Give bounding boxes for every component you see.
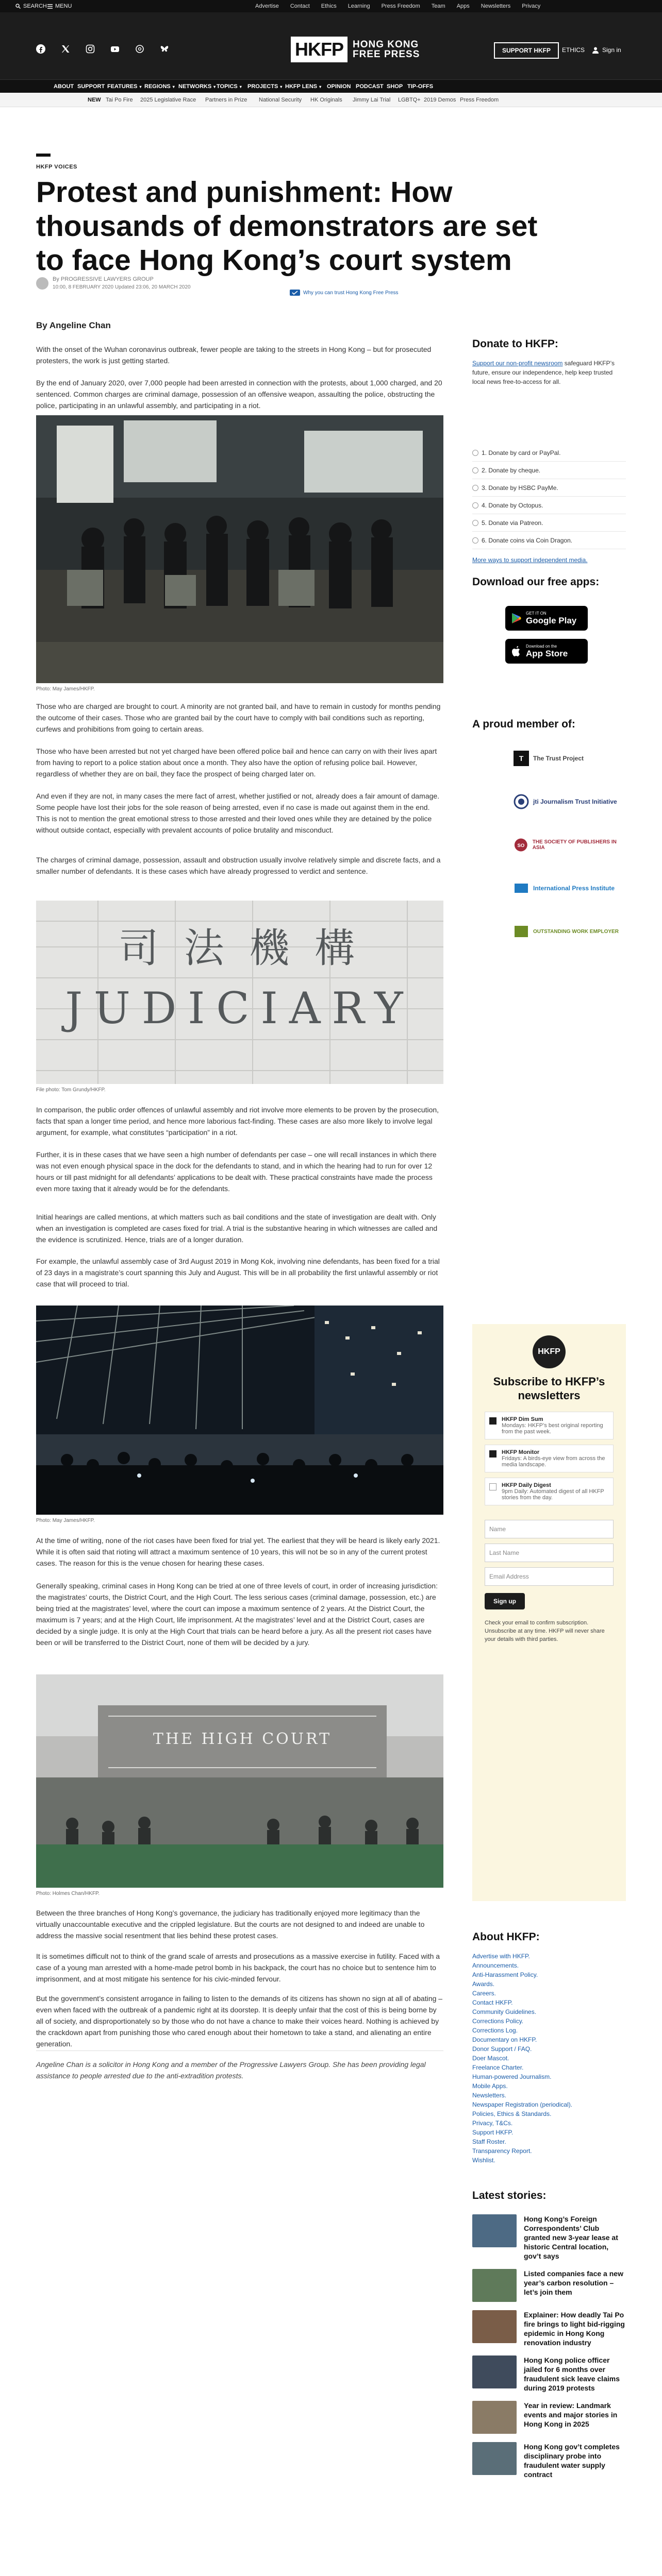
apple-icon — [511, 646, 522, 657]
facebook-icon[interactable] — [36, 44, 45, 54]
story-thumbnail — [472, 2310, 517, 2343]
donate-intro-link[interactable]: Support our non-profit newsroom — [472, 360, 563, 367]
util-link-advertise[interactable]: Advertise — [255, 3, 279, 9]
member-title: A proud member of: — [472, 718, 575, 730]
story-title: Hong Kong’s Foreign Correspondents’ Club granted new 3-year lease at historic Central location, gov’t says — [524, 2215, 618, 2260]
paragraph: In comparison, the public order offences of unlawful assembly and riot involve more elements to be proven by the prosecution, facts that span a longer time period, and hence more laborious fact-finding. These cases are also more likely to involve legal argument, for example, what constitutes “participation” in a riot. — [36, 1106, 439, 1137]
store-big-text: App Store — [526, 648, 568, 658]
donate-option-label: 6. Donate coins via Coin Dragon. — [482, 536, 573, 544]
donate-more-link[interactable]: More ways to support independent media. — [472, 556, 588, 564]
about-link[interactable]: Anti-Harassment Policy. — [472, 1971, 538, 1978]
trending-link[interactable]: Tai Po Fire — [106, 97, 133, 103]
donate-option-payme[interactable] — [472, 479, 626, 497]
logo-text — [353, 40, 420, 59]
paragraph: But the government’s consistent arrogance in failing to listen to the demands of its citizens has shown no sign at all of abating – even when faced with the outbreak of a pandemic right at its doorstep. It is deeply unfair that the cost of this is being borne by all of society, and disproportionately so by those who do not have a chance to make their voices heard. Nothing is achieved by the crackdown apart from punishing those who cared enough about their hometown to take a stand, and alienating an entire generation. — [36, 1994, 443, 2048]
donate-option-label: 2. Donate by cheque. — [482, 466, 541, 474]
chevron-down-icon: ▾ — [139, 84, 142, 89]
avatar — [36, 277, 48, 290]
util-link-team[interactable]: Team — [431, 3, 445, 9]
util-link-press-freedom[interactable]: Press Freedom — [381, 3, 420, 9]
article-category[interactable]: HKFP VOICES — [36, 164, 77, 170]
byline[interactable]: By PROGRESSIVE LAWYERS GROUP — [53, 276, 154, 282]
app-store-button[interactable] — [505, 639, 588, 664]
about-link[interactable]: Human-powered Journalism. — [472, 2073, 552, 2080]
chevron-down-icon: ▾ — [280, 84, 283, 89]
protest-photo — [36, 415, 443, 683]
latest-title: Latest stories: — [472, 2190, 547, 2201]
about-link[interactable]: Transparency Report. — [472, 2147, 532, 2155]
paragraph: And even if they are not, in many cases the mere fact of arrest, whether justified or not, already does a fair amount of damage. Some people have lost their jobs for the sole reason of being arrested, even if no case is made out against them in the end. This is not to mention the great emotional stress to those arrested and their loved ones while they are detained by the police without outside contact, especially with prevalent accounts of police brutality and misconduct. — [36, 792, 440, 834]
trust-project-logo — [514, 751, 529, 766]
nav-podcast[interactable] — [356, 83, 384, 90]
nav-label: SHOP — [387, 83, 403, 90]
search-label: SEARCH — [23, 3, 47, 9]
about-link[interactable]: Careers. — [472, 1990, 496, 1997]
story-thumbnail — [472, 2442, 517, 2475]
support-hkfp-button[interactable]: SUPPORT HKFP — [494, 42, 559, 59]
newsletter-option-digest[interactable] — [485, 1478, 614, 1505]
donate-options — [472, 444, 626, 549]
newsletter-note: Check your email to confirm subscription. Unsubscribe at any time. HKFP will never share your details with third parties. — [485, 1620, 605, 1642]
judiciary-sign-english: JUDICIARY — [65, 983, 415, 1033]
trust-badge-icon — [290, 290, 300, 296]
checkbox-icon — [489, 1483, 496, 1490]
chevron-down-icon: ▾ — [319, 84, 322, 89]
author-line: By Angeline Chan — [36, 320, 111, 330]
partner-list — [514, 746, 626, 944]
partner-sopa[interactable] — [514, 833, 626, 857]
radio-icon — [472, 485, 478, 491]
newsletter-option-desc: Fridays: A birds-eye view from across the media landscape. — [502, 1455, 605, 1468]
paragraph: At the time of writing, none of the riot cases have been fixed for trial yet. The earliest that they will be heard is likely early 2021. While it is often said that rioting will attract a maximum sentence of 10 years, this will not be so in any of the current protest cases. The reason for this is the venue chosen for hearing these cases. — [36, 1536, 440, 1567]
about-link[interactable]: Contact HKFP. — [472, 1999, 513, 2006]
story-thumbnail — [472, 2401, 517, 2434]
story-thumbnail — [472, 2214, 517, 2247]
about-widget — [472, 1931, 626, 2165]
paragraph: Generally speaking, criminal cases in Hong Kong can be tried at one of three levels of court, in order of increasing jurisdiction: the magistrates’ courts, the District Court, and the High Court. The less serious cases (criminal damage, possession, etc.) are being tried at the magistrates’ level, where the court can impose a maximum sentence of 2 years. At the District Court, the maximum is 7 years; and at the High Court, life imprisonment. At the magistrates’ level and at the District Court, cases are decided by a single judge. It is only at the High Court that trials can be heard before a jury. As all the present riot cases have been or will be transferred to the District Court, none of them will be decided by a jury. — [36, 1582, 438, 1647]
author-bio: Angeline Chan is a solicitor in Hong Kong and a member of the Progressive Lawyers Group. She has been providing legal assistance to people arrested due to the anti-extradition protests. — [36, 2060, 426, 2080]
trending-link[interactable]: HK Originals — [310, 97, 342, 103]
nav-label: TIP-OFFS — [407, 83, 434, 90]
nav-tip-offs[interactable] — [407, 83, 433, 90]
story-thumbnail — [472, 2355, 517, 2388]
donate-option-label: 5. Donate via Patreon. — [482, 519, 543, 527]
new-badge: NEW — [88, 97, 101, 103]
donate-widget — [472, 338, 626, 564]
util-link-privacy[interactable]: Privacy — [522, 3, 541, 9]
paragraph: Initial hearings are called mentions, at which matters such as bail conditions and the state of investigation are dealt with. Only when an investigation is completed are cases fixed for trial. A trial is the substantive hearing in which witnesses are called and the evidence is scrutinized. Hence, trials are of a longer duration. — [36, 1213, 438, 1244]
night-crowd-photo — [36, 1306, 443, 1515]
paragraph: Those who are charged are brought to court. A minority are not granted bail, and have to remain in custody for months pending the outcome of their cases. Those who are granted bail by the court have to comply with bail conditions such as reporting, curfews and prohibitions from going to certain areas. — [36, 702, 441, 733]
trending-link[interactable]: Jimmy Lai Trial — [353, 97, 391, 103]
paragraph: It is sometimes difficult not to think of the grand scale of arrests and prosecutions as a massive exercise in futility. Faced with a case of a young man arrested with a home-made petrol bomb in his backpack, the court has no choice but to sentence him to imprisonment, and at most mitigate his sentence for his civic-minded fervour. — [36, 1952, 440, 1983]
about-link[interactable]: Donor Support / FAQ. — [472, 2045, 532, 2053]
newsletter-title: Subscribe to HKFP’s newsletters — [493, 1375, 605, 1402]
donate-intro — [472, 359, 626, 386]
newsletter-options — [472, 1412, 626, 1505]
trending-link[interactable]: 2019 Demos — [424, 97, 456, 103]
login-link[interactable] — [592, 46, 621, 54]
latest-stories-widget — [472, 2190, 626, 2487]
partner-ipi[interactable] — [514, 876, 626, 901]
radio-icon — [472, 502, 478, 509]
checkbox-icon — [489, 1450, 496, 1458]
about-link[interactable]: Newsletters. — [472, 2092, 507, 2099]
logo-line-2: FREE PRESS — [353, 49, 420, 60]
radio-icon — [472, 450, 478, 456]
paragraph: With the onset of the Wuhan coronavirus outbreak, fewer people are taking to the streets in Hong Kong – but for prosecuted protesters, the work is just getting started. — [36, 345, 432, 365]
partner-name: OUTSTANDING WORK EMPLOYER — [533, 928, 619, 935]
photo-caption: Photo: Holmes Chan/HKFP. — [36, 1891, 100, 1896]
util-link-contact[interactable]: Contact — [290, 3, 310, 9]
partner-name: International Press Institute — [533, 885, 615, 892]
radio-icon — [472, 520, 478, 526]
util-link-learning[interactable]: Learning — [347, 3, 370, 9]
site-header — [0, 12, 662, 79]
nav-networks[interactable] — [178, 83, 216, 90]
radio-icon — [472, 467, 478, 473]
donate-option-label: 4. Donate by Octopus. — [482, 501, 543, 509]
sign-up-button[interactable]: Sign up — [485, 1593, 525, 1609]
about-link[interactable]: Awards. — [472, 1980, 495, 1988]
latest-list — [472, 2214, 626, 2479]
bio-divider — [36, 2050, 443, 2051]
nav-label: PODCAST — [356, 83, 384, 90]
about-link[interactable]: Support HKFP. — [472, 2129, 514, 2136]
apps-title: Download our free apps: — [472, 576, 600, 588]
judiciary-photo — [36, 901, 443, 1084]
radio-icon — [472, 537, 478, 544]
nav-label: NETWORKS — [178, 83, 212, 90]
donate-option-coins[interactable] — [472, 532, 626, 549]
judiciary-sign-chinese: 司 法 機 構 — [118, 925, 361, 972]
nav-hkfp-lens[interactable] — [285, 83, 321, 90]
svg-text:T: T — [519, 754, 524, 762]
about-link[interactable]: Corrections Policy. — [472, 2018, 524, 2025]
nav-about[interactable] — [54, 83, 74, 90]
last-name-input[interactable]: Last Name — [485, 1544, 614, 1562]
nav-topics[interactable] — [217, 83, 242, 90]
ethics-label: ETHICS — [562, 46, 585, 54]
x-icon[interactable] — [61, 44, 70, 54]
nav-label: SUPPORT — [77, 83, 105, 90]
latest-story[interactable] — [472, 2442, 626, 2479]
story-title: Listed companies face a new year’s carbon resolution – let’s join them — [524, 2269, 623, 2296]
nav-support[interactable] — [77, 83, 105, 90]
site-logo[interactable] — [291, 37, 420, 62]
trust-link[interactable] — [290, 290, 399, 296]
about-list — [472, 1952, 626, 2165]
paragraph: By the end of January 2020, over 7,000 people had been arrested in connection with the protests, about 1,000 charged, and 20 sentenced. Common charges are criminal damage, possession of an offensive weapon, assaulting the police, obstructing the police, participating in an unlawful assembly, and participating in a riot. — [36, 379, 442, 410]
category-rule — [36, 154, 51, 157]
partner-jti[interactable] — [514, 789, 626, 814]
chevron-down-icon: ▾ — [172, 84, 175, 89]
utility-links — [255, 3, 540, 9]
checkbox-icon — [489, 1417, 496, 1425]
store-small-text: Download on the — [526, 643, 557, 649]
nav-label: REGIONS — [144, 83, 171, 90]
login-label: Sign in — [602, 46, 621, 54]
partner-oxfam[interactable] — [514, 919, 626, 944]
photo-caption: Photo: May James/HKFP. — [36, 686, 95, 692]
trending-link[interactable]: Press Freedom — [460, 97, 499, 103]
first-name-input[interactable]: Name — [485, 1520, 614, 1538]
article-title: Protest and punishment: How thousands of demonstrators are set to face Hong Kong’s court system — [36, 176, 538, 277]
social-links — [36, 44, 169, 54]
nav-opinion[interactable] — [327, 83, 351, 90]
photo-caption: Photo: May James/HKFP. — [36, 1518, 95, 1523]
newsletter-option-desc: 9pm Daily: Automated digest of all HKFP stories from the day. — [502, 1488, 604, 1501]
trending-link[interactable]: LGBTQ+ — [398, 97, 421, 103]
about-link[interactable]: Staff Roster. — [472, 2138, 506, 2145]
apps-widget — [472, 576, 626, 700]
newsletter-option-title: HKFP Daily Digest — [502, 1482, 551, 1488]
top-bar — [0, 0, 662, 12]
newsletter-option-desc: Mondays: HKFP’s best original reporting from the past week. — [502, 1422, 603, 1435]
donate-option-card[interactable] — [472, 444, 626, 462]
about-link[interactable]: Documentary on HKFP. — [472, 2036, 537, 2043]
menu-button[interactable] — [47, 3, 72, 9]
paragraph: The charges of criminal damage, possession, assault and obstruction usually involve relatively simple and discrete facts, and a smaller number of defendants. It is these cases which have already progressed to verdict and sentence. — [36, 856, 441, 875]
about-link[interactable]: Corrections Log. — [472, 2027, 518, 2034]
about-link[interactable]: Announcements. — [472, 1962, 519, 1969]
chevron-down-icon: ▾ — [213, 84, 216, 89]
latest-story[interactable] — [472, 2401, 626, 2434]
newsletter-widget — [472, 1324, 626, 1901]
latest-story[interactable] — [472, 2355, 626, 2393]
util-link-newsletters[interactable]: Newsletters — [481, 3, 511, 9]
partner-name: THE SOCIETY OF PUBLISHERS IN ASIA — [532, 839, 617, 851]
nav-label: ABOUT — [54, 83, 74, 90]
util-link-apps[interactable]: Apps — [456, 3, 470, 9]
store-small-text: GET IT ON — [526, 611, 547, 616]
ipi-logo — [514, 880, 529, 896]
paragraph: For example, the unlawful assembly case of 3rd August 2019 in Mong Kok, involving nine defendants, has been fixed for a trial of 23 days in a magistrate’s court spanning this July and August. This will be in all probability the first unlawful assembly or riot case that will proceed to trial. — [36, 1257, 440, 1288]
newsletter-option-monitor[interactable] — [485, 1445, 614, 1472]
trending-link[interactable]: Partners in Prize — [205, 97, 247, 103]
threads-icon[interactable] — [135, 44, 144, 54]
nav-label: HKFP LENS — [285, 83, 318, 90]
latest-story[interactable] — [472, 2214, 626, 2261]
about-link[interactable]: Wishlist. — [472, 2157, 495, 2164]
partner-name: jti Journalism Trust Initiative — [533, 798, 617, 805]
nav-label: FEATURES — [107, 83, 138, 90]
latest-story[interactable] — [472, 2269, 626, 2302]
main-nav — [0, 79, 662, 93]
about-title: About HKFP: — [472, 1931, 540, 1943]
email-input[interactable]: Email Address — [485, 1567, 614, 1586]
story-title: Year in review: Landmark events and major stories in Hong Kong in 2025 — [524, 2401, 618, 2428]
about-link[interactable]: Freelance Charter. — [472, 2064, 524, 2071]
about-link[interactable]: Privacy, T&Cs. — [472, 2120, 513, 2127]
partner-trust-project[interactable] — [514, 746, 626, 771]
logo-line-1: HONG KONG — [353, 39, 419, 50]
about-link[interactable]: Newspaper Registration (periodical). — [472, 2101, 573, 2108]
nav-label: PROJECTS — [247, 83, 278, 90]
story-title: Hong Kong police officer jailed for 6 months over fraudulent sick leave claims during 2019 protests — [524, 2356, 620, 2392]
svg-text:SO: SO — [517, 842, 525, 849]
newsletter-option-title: HKFP Monitor — [502, 1449, 540, 1455]
paragraph: Those who have been arrested but not yet charged have been offered police bail and hence can carry on with their lives apart from having to report to a police station about once a month. They also have the option of refusing police bail. However, regardless of whether they are on bail, they face the prospect of being charged later on. — [36, 747, 437, 778]
photo-caption: File photo: Tom Grundy/HKFP. — [36, 1087, 106, 1093]
bluesky-icon[interactable] — [160, 44, 169, 54]
search-icon — [15, 4, 21, 9]
user-icon — [592, 46, 599, 54]
newsletter-option-dim-sum[interactable] — [485, 1412, 614, 1439]
paragraph: Between the three branches of Hong Kong’s governance, the judiciary has traditionally enjoyed more legitimacy than the virtually unaccountable executive and the crippled legislature. But the courts are not designed to and indeed are unable to address the massive social resentment that lies behind these protest cases. — [36, 1909, 425, 1940]
search-button[interactable] — [15, 3, 47, 9]
trending-link[interactable]: National Security — [259, 97, 302, 103]
partner-name: The Trust Project — [533, 755, 584, 762]
publish-dates: 10:00, 8 FEBRUARY 2020 Updated 23:06, 20 MARCH 2020 — [53, 284, 191, 290]
latest-story[interactable] — [472, 2310, 626, 2347]
about-link[interactable]: Policies, Ethics & Standards. — [472, 2110, 552, 2117]
google-play-button[interactable] — [505, 606, 588, 631]
newsletter-option-title: HKFP Dim Sum — [502, 1416, 543, 1422]
nav-features[interactable] — [107, 83, 141, 90]
donate-option-label: 1. Donate by card or PayPal. — [482, 449, 561, 456]
logo-mark: HKFP — [291, 37, 347, 62]
story-thumbnail — [472, 2269, 517, 2302]
donate-option-cheque[interactable] — [472, 462, 626, 479]
about-link[interactable]: Community Guidelines. — [472, 2008, 537, 2015]
sopa-logo — [514, 837, 528, 853]
donate-option-patreon[interactable] — [472, 514, 626, 532]
high-court-photo — [36, 1674, 443, 1888]
jti-logo — [514, 794, 529, 809]
trending-bar — [0, 93, 662, 107]
about-link[interactable]: Advertise with HKFP. — [472, 1953, 530, 1960]
paragraph: Further, it is in these cases that we have seen a high number of defendants per case – one will recall instances in which there was not even enough physical space in the dock for the defendants to stand, and in which the hearing had to run for over 12 hours or till past midnight for all defendants’ applications to be dealt with. These practical constraints have made the process even more taxing that it already would be for the defendants. — [36, 1150, 437, 1193]
donate-option-label: 3. Donate by HSBC PayMe. — [482, 484, 558, 492]
about-link[interactable]: Mobile Apps. — [472, 2082, 508, 2090]
membership-widget — [472, 718, 626, 1306]
chevron-down-icon: ▾ — [239, 84, 242, 89]
high-court-sign: THE HIGH COURT — [153, 1730, 332, 1748]
google-play-icon — [511, 613, 522, 624]
story-title: Explainer: How deadly Tai Po fire brings to light bid-rigging epidemic in Hong Kong renovation industry — [524, 2311, 625, 2347]
menu-icon — [47, 4, 53, 9]
trust-link-label: Why you can trust Hong Kong Free Press — [303, 290, 399, 296]
youtube-icon[interactable] — [110, 44, 120, 54]
store-big-text: Google Play — [526, 615, 577, 625]
about-link[interactable]: Doer Mascot. — [472, 2055, 509, 2062]
donate-intro-text: safeguard HKFP’s future, ensure our independence, help keep trusted local news free-to-access for all. — [472, 360, 615, 385]
nav-shop[interactable] — [387, 83, 403, 90]
donate-option-octopus[interactable] — [472, 497, 626, 514]
menu-label: MENU — [55, 3, 72, 9]
nav-projects[interactable] — [247, 83, 282, 90]
employer-award-logo — [514, 924, 529, 939]
nav-label: TOPICS — [217, 83, 238, 90]
ethics-link[interactable] — [562, 46, 585, 54]
util-link-ethics[interactable]: Ethics — [321, 3, 337, 9]
instagram-icon[interactable] — [86, 44, 95, 54]
donate-title: Donate to HKFP: — [472, 338, 558, 350]
story-title: Hong Kong gov’t completes disciplinary probe into fraudulent water supply contract — [524, 2443, 620, 2479]
trending-link[interactable]: 2025 Legislative Race — [140, 97, 196, 103]
nav-label: OPINION — [327, 83, 351, 90]
newsletter-logo: HKFP — [533, 1335, 566, 1368]
nav-regions[interactable] — [144, 83, 175, 90]
